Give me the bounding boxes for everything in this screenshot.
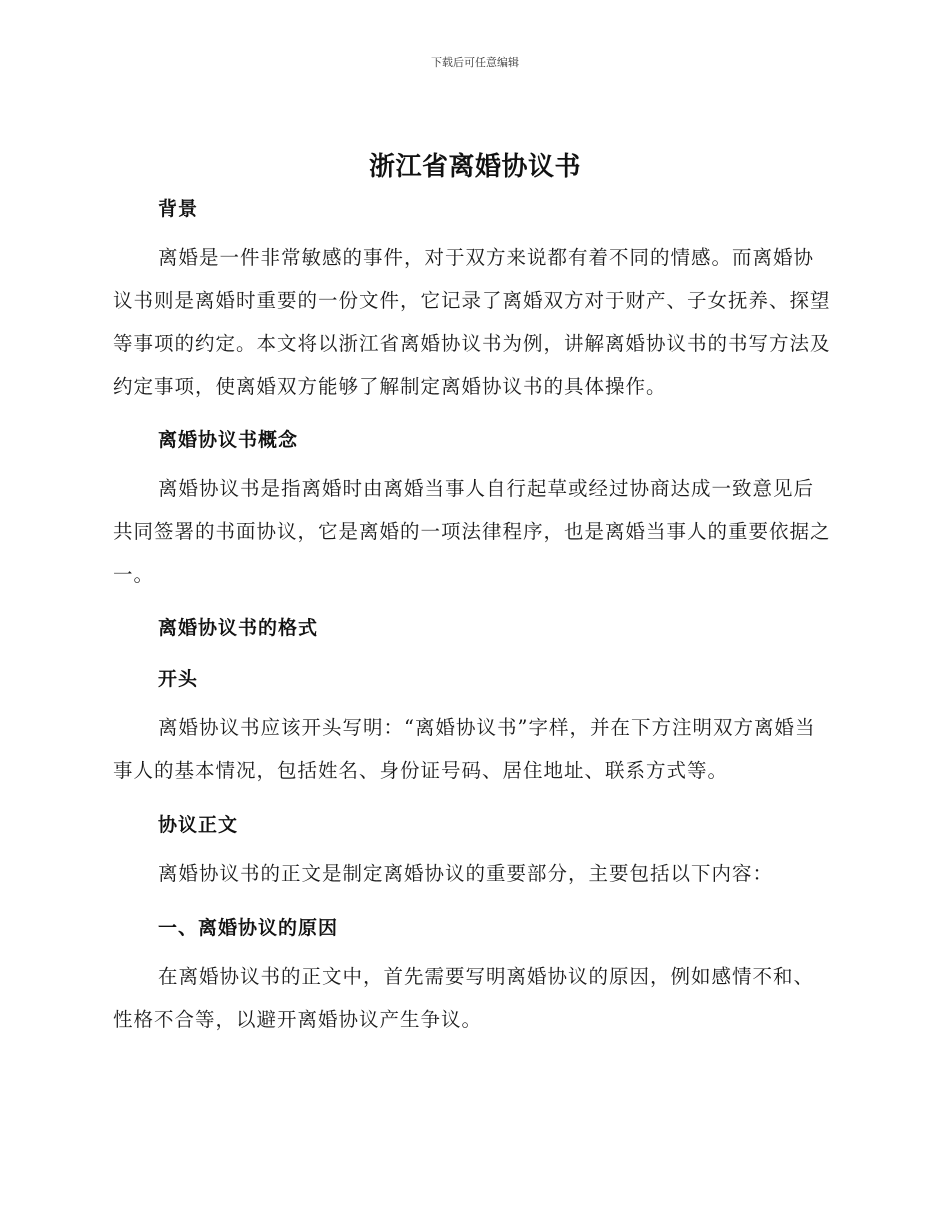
paragraph-opening: 离婚协议书应该开头写明：“离婚协议书”字样，并在下方注明双方离婚当事人的基本情况，包括姓名、身份证号码、居住地址、联系方式等。 [113, 716, 816, 782]
section-heading-concept: 离婚协议书概念 [158, 429, 299, 451]
paragraph-reason: 在离婚协议书的正文中，首先需要写明离婚协议的原因，例如感情不和、性格不合等，以避开离婚协议产生争议。 [113, 965, 815, 1031]
paragraph-concept: 离婚协议书是指离婚时由离婚当事人自行起草或经过协商达成一致意见后共同签署的书面协议，它是离婚的一项法律程序，也是离婚当事人的重要依据之一。 [113, 477, 831, 586]
document-title: 浙江省离婚协议书 [368, 152, 581, 182]
paragraph-background: 离婚是一件非常敏感的事件，对于双方来说都有着不同的情感。而离婚协议书则是离婚时重要的一份文件，它记录了离婚双方对于财产、子女抚养、探望等事项的约定。本文将以浙江省离婚协议书为例，讲解离婚协议书的书写方法及约定事项，使离婚双方能够了解制定离婚协议书的具体操作。 [113, 246, 831, 398]
section-heading-reason: 一、离婚协议的原因 [158, 917, 339, 939]
paragraph-body: 离婚协议书的正文是制定离婚协议的重要部分，主要包括以下内容： [158, 862, 774, 885]
section-heading-opening: 开头 [158, 668, 199, 690]
section-heading-background: 背景 [158, 198, 199, 220]
header-note: 下载后可任意编辑 [431, 56, 519, 69]
section-heading-format: 离婚协议书的格式 [158, 617, 319, 639]
section-heading-body: 协议正文 [158, 814, 239, 836]
